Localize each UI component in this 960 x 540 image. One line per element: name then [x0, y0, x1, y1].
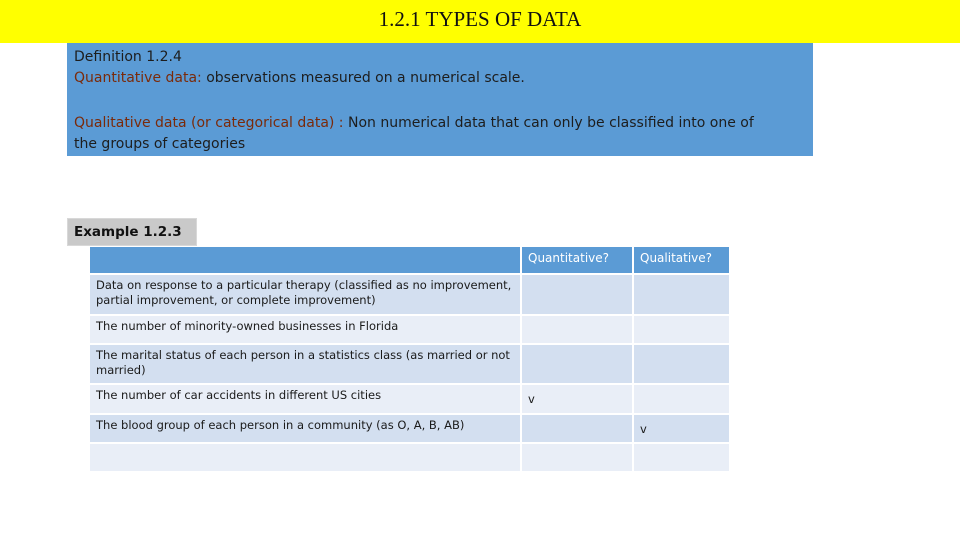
qualitative-cell: [634, 444, 729, 471]
definition-heading: Definition 1.2.4: [74, 49, 182, 65]
row-text-line: partial improvement, or complete improvement): [96, 293, 376, 307]
example-label: Example 1.2.3: [74, 224, 182, 240]
table-row: [90, 275, 520, 314]
qualitative-cell: [634, 385, 729, 413]
quantitative-cell: [522, 385, 632, 413]
quantitative-text: observations measured on a numerical scale.: [201, 70, 525, 86]
qualitative-definition: [74, 114, 754, 132]
qualitative-text: Non numerical data that can only be classified into one of: [343, 115, 754, 131]
table-row: [90, 316, 520, 343]
table-row: [90, 385, 520, 413]
qualitative-cell: [634, 345, 729, 383]
slide-title: 1.2.1 TYPES OF DATA: [378, 7, 582, 31]
table-row: [90, 444, 520, 471]
row-text-line: The number of car accidents in different US cities: [96, 388, 382, 402]
check-mark: v: [528, 392, 535, 406]
row-text-line: The number of minority-owned businesses in Florida: [96, 319, 399, 333]
row-text-line: The blood group of each person in a community (as O, A, B, AB): [96, 418, 465, 432]
table-header-item: [90, 247, 520, 273]
qualitative-term: Qualitative data (or categorical data) :: [74, 115, 344, 131]
quantitative-cell: [522, 275, 632, 314]
check-mark: v: [640, 422, 647, 436]
table-row: [90, 415, 520, 442]
quantitative-cell: [522, 345, 632, 383]
quantitative-term: Quantitative data:: [74, 70, 202, 86]
table-header-qualitative: Qualitative?: [634, 247, 729, 273]
qualitative-cell: [634, 415, 729, 442]
qualitative-text-continued: the groups of categories: [74, 136, 246, 152]
row-text-line: Data on response to a particular therapy (classified as no improvement,: [96, 278, 512, 292]
row-text-line: The marital status of each person in a statistics class (as married or not: [96, 348, 510, 362]
quantitative-cell: [522, 316, 632, 343]
table-header-quantitative: Quantitative?: [522, 247, 632, 273]
quantitative-definition: [74, 69, 525, 87]
definition-box: [67, 43, 813, 156]
row-text-line: married): [96, 363, 146, 377]
example-label-box: [67, 218, 197, 246]
qualitative-cell: [634, 316, 729, 343]
qualitative-cell: [634, 275, 729, 314]
title-bar: [0, 0, 960, 43]
classification-table: [90, 247, 729, 471]
quantitative-cell: [522, 444, 632, 471]
quantitative-cell: [522, 415, 632, 442]
table-row: [90, 345, 520, 383]
